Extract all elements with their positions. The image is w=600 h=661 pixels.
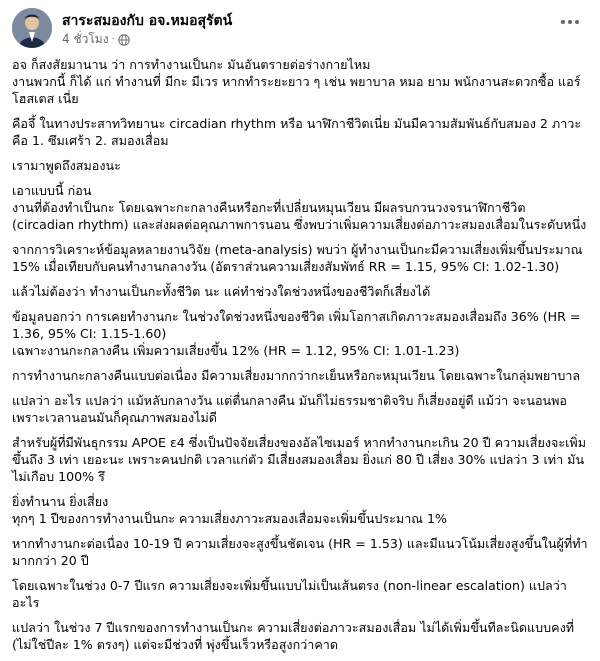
post-line: เฉพาะงานกะกลางคืน เพิ่มความเสี่ยงขึ้น 12% (HR = 1.12, 95% CI: 1.01-1.23) bbox=[12, 343, 460, 358]
post-line: จากการวิเคราะห์ข้อมูลหลายงานวิจัย (meta-analysis) พบว่า ผู้ทำงานเป็นกะมีความเสี่ยงเพิ่มขึ้นประมาณ 15% เมื่อเทียบกับคนทำงานกลางวัน (อัตราส่วนความเสี่ยงสัมพัทธ์ RR = 1.15, 95% CI: 1.02-1.30) bbox=[12, 242, 583, 274]
post-line: งานที่ต้องทำเป็นกะ โดยเฉพาะกะกลางคืนหรือกะที่เปลี่ยนหมุนเวียน มีผลรบกวนวงจรนาฬิกาชีวิต (circadian rhythm) และส่งผลต่อคุณภาพการนอน ซึ่งพบว่าเพิ่มความเสี่ยงต่อภาวะสมองเสื่อมในระดับหนึ่ง bbox=[12, 200, 587, 232]
post-line: ข้อมูลบอกว่า การเคยทำงานกะ ในช่วงใดช่วงหนึ่งของชีวิต เพิ่มโอกาสเกิดภาวะสมองเสื่อมถึง 36% (HR = 1.36, 95% CI: 1.15-1.60) bbox=[12, 309, 581, 341]
post-paragraph bbox=[12, 182, 590, 233]
post-text bbox=[12, 56, 590, 661]
post-line: ยิ่งทำนาน ยิ่งเสี่ยง bbox=[12, 494, 109, 509]
separator-dot: · bbox=[111, 34, 115, 45]
more-options-icon[interactable] bbox=[556, 12, 584, 32]
post-meta bbox=[62, 30, 130, 49]
post-paragraph bbox=[12, 308, 590, 359]
post-paragraph bbox=[12, 493, 590, 527]
post-line: ทุกๆ 1 ปีของการทำงานเป็นกะ ความเสี่ยงภาวะสมองเสื่อมจะเพิ่มขึ้นประมาณ 1% bbox=[12, 511, 447, 526]
post-line: แปลว่า อะไร แปลว่า แม้หลับกลางวัน แต่ตื่นกลางคืน มันก็ไม่ธรรมชาติจริบ ก็เสี่ยงอยู่ดี แม้ว่า จะนอนพอ เพราะเวลานอนมันก็คุณภาพสมองไม่ดี bbox=[12, 393, 567, 425]
post-header bbox=[12, 8, 588, 48]
post-line: โดยเฉพาะในช่วง 0-7 ปีแรก ความเสี่ยงจะเพิ่มขึ้นแบบไม่เป็นเส้นตรง (non-linear escalation) แปลว่า อะไร bbox=[12, 578, 567, 610]
post-time[interactable]: 4 ชั่วโมง bbox=[62, 32, 109, 46]
post-paragraph bbox=[12, 367, 590, 384]
post-paragraph bbox=[12, 434, 590, 485]
post-paragraph bbox=[12, 535, 590, 569]
post-paragraph bbox=[12, 283, 590, 300]
post-paragraph bbox=[12, 115, 590, 149]
post-paragraph bbox=[12, 56, 590, 107]
post-paragraph bbox=[12, 392, 590, 426]
post-paragraph bbox=[12, 157, 590, 174]
post-line: งานพวกนี้ ก็ได้ แก่ ทำงานที่ มีกะ มีเวร หากทำระยะยาว ๆ เช่น พยาบาล หมอ ยาม พนักงานสะดวกซื้อ แอร์โฮสเตส เนี่ย bbox=[12, 74, 581, 106]
post-line: การทำงานกะกลางคืนแบบต่อเนื่อง มีความเสี่ยงมากกว่ากะเย็นหรือกะหมุนเวียน โดยเฉพาะในกลุ่มพยาบาล bbox=[12, 368, 581, 383]
post-paragraph bbox=[12, 241, 590, 275]
post-line: อจ ก็สงสัยมานาน ว่า การทำงานเป็นกะ มันอันตรายต่อร่างกายไหม bbox=[12, 57, 371, 72]
post-line: เอาแบบนี้ ก่อน bbox=[12, 183, 92, 198]
post-paragraph bbox=[12, 619, 590, 653]
post-paragraph bbox=[12, 577, 590, 611]
post-line: เรามาพูดถึงสมองนะ bbox=[12, 158, 121, 173]
avatar[interactable] bbox=[12, 8, 52, 48]
globe-icon bbox=[118, 34, 130, 46]
post-line: คือจึ้ ในทางประสาทวิทยานะ circadian rhythm หรือ นาฬิกาชีวิตเนี่ย มันมีความสัมพันธ์กับสมอง 2 ภาวะ คือ 1. ซึมเศร้า 2. สมองเสื่อม bbox=[12, 116, 582, 148]
post-line: หากทำงานกะต่อเนื่อง 10-19 ปี ความเสี่ยงจะสูงขึ้นชัดเจน (HR = 1.53) และมีแนวโน้มเสี่ยงสูงขึ้นในผู้ที่ทำมากกว่า 20 ปี bbox=[12, 536, 588, 568]
post-line: สำหรับผู้ที่มีพันธุกรรม APOE ε4 ซึ่งเป็นปัจจัยเสี่ยงของอัลไซเมอร์ หากทำงานกะเกิน 20 ปี ความเสี่ยงจะเพิ่มขึ้นถึง 3 เท่า เยอะนะ เพราะคนปกติ เวลาแก่ตัว มีเสี่ยงสมองเสื่อม ยิ่งแก่ 80 ปี เสี่ยง 30% แปลว่า 3 เท่า มันไม่เกือบ 100% รึ bbox=[12, 435, 587, 484]
post-line: แปลว่า ในช่วง 7 ปีแรกของการทำงานเป็นกะ ความเสี่ยงต่อภาวะสมองเสื่อม ไม่ได้เพิ่มขึ้นทีละนิดแบบคงที่ (ไม่ใช่ปีละ 1% ตรงๆ) แต่จะมีช่วงที่ พุ่งขึ้นเร็วหรือสูงกว่าคาด bbox=[12, 620, 575, 652]
post-line: แล้วไม่ต้องว่า ทำงานเป็นกะทั้งชีวิต นะ แค่ทำช่วงใดช่วงหนึ่งของชีวิตก็เสี่ยงได้ bbox=[12, 284, 431, 299]
author-name[interactable]: สาระสมองกับ อจ.หมอสุรัตน์ bbox=[62, 13, 233, 29]
